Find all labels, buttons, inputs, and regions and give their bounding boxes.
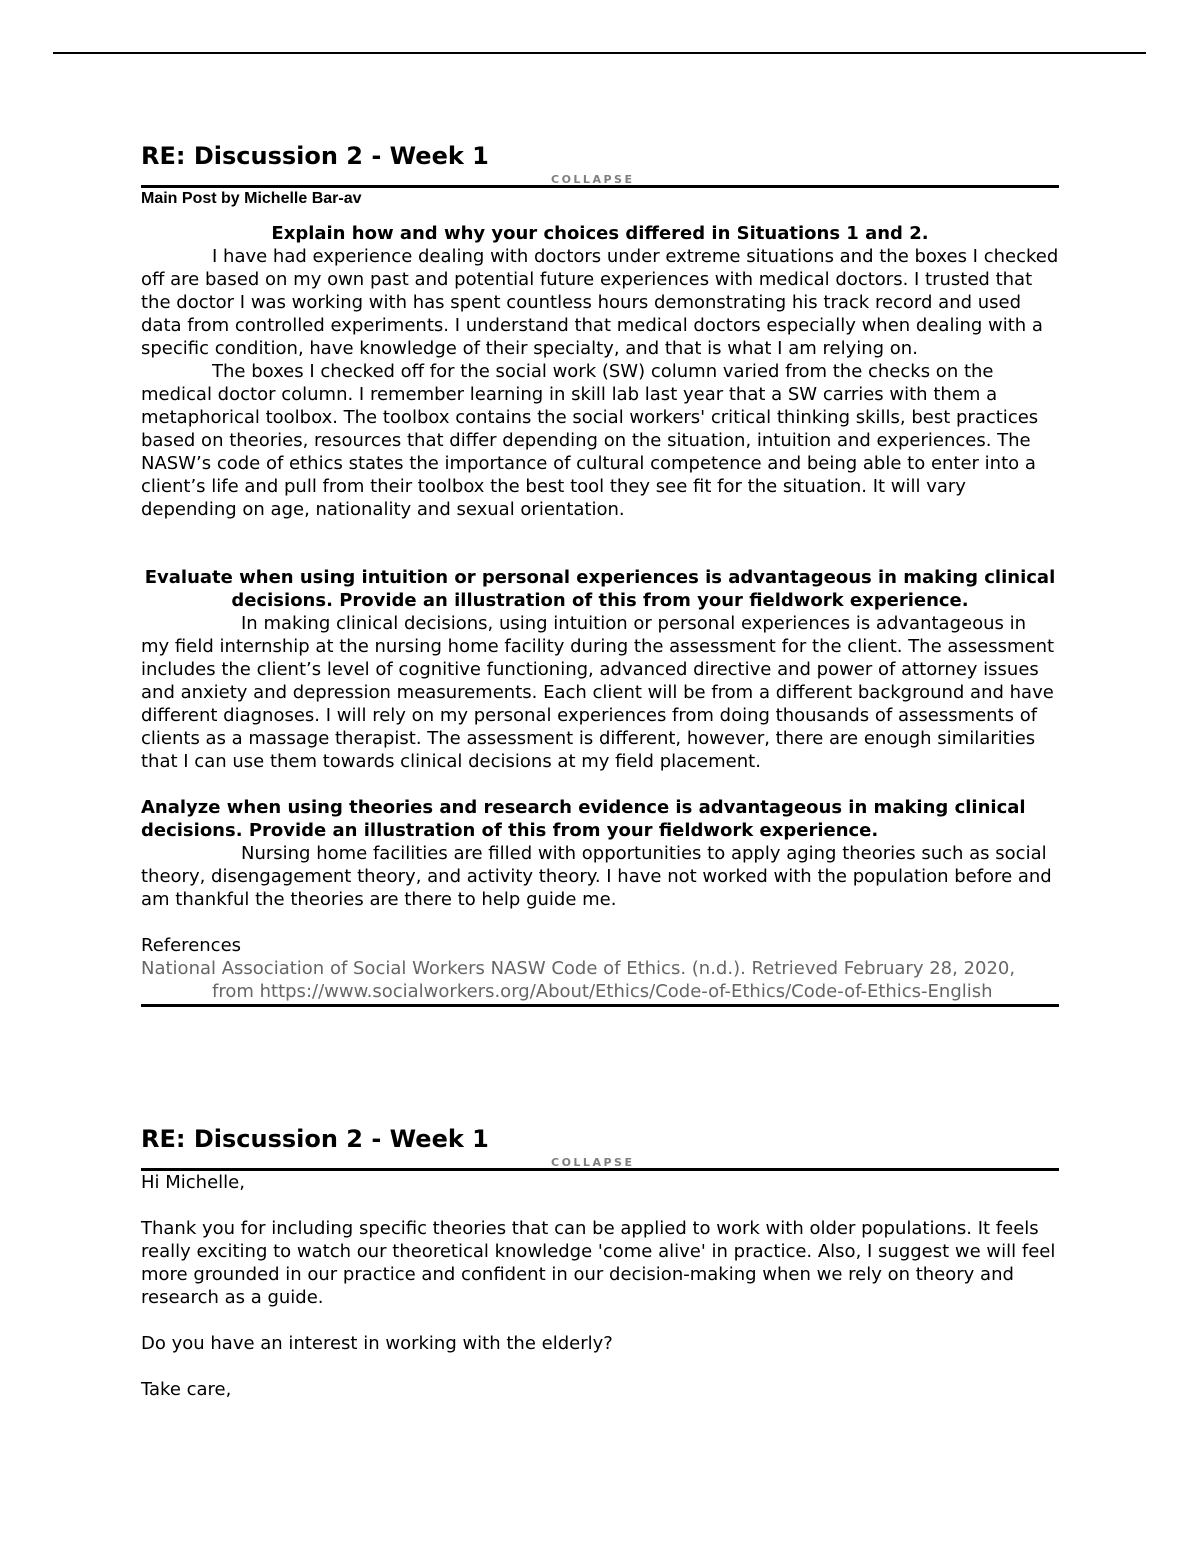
- body-paragraph: I have had experience dealing with doctors under extreme situations and the boxes I checked off are based on my own past and potential future experiences with medical doctors. I trusted that the doctor I was working with has spent countless hours demonstrating his track record and used data from controlled experiments. I understand that medical doctors especially when dealing with a specific condition, have knowledge of their specialty, and that is what I am relying on.: [141, 246, 1059, 359]
- collapse-link[interactable]: COLLAPSE: [551, 173, 635, 186]
- page-top-rule: [53, 52, 1146, 54]
- collapse-link[interactable]: COLLAPSE: [551, 1156, 635, 1169]
- question-heading: Explain how and why your choices differed in Situations 1 and 2.: [271, 223, 929, 244]
- reply-paragraph: Thank you for including specific theories that can be applied to work with older populations. It feels really exciting to watch our theoretical knowledge 'come alive' in practice. Also, I suggest we will feel more grounded in our practice and confident in our decision-making when we rely on theory and research as a guide.: [141, 1218, 1056, 1308]
- reply-post: [141, 1124, 1059, 1401]
- main-post: [141, 141, 1059, 1007]
- references-label: References: [141, 935, 242, 956]
- question-heading: Evaluate when using intuition or personal experiences is advantageous in making clinical decisions. Provide an illustration of this from your fieldwork experience.: [144, 567, 1056, 611]
- post-author: Main Post by Michelle Bar-av: [141, 190, 362, 207]
- body-paragraph: In making clinical decisions, using intuition or personal experiences is advantageous in my field internship at the nursing home facility during the assessment for the client. The assessment includes the client’s level of cognitive functioning, advanced directive and power of attorney issues and anxiety and depression measurements. Each client will be from a different background and have different diagnoses. I will rely on my personal experiences from doing thousands of assessments of clients as a massage therapist. The assessment is different, however, there are enough similarities that I can use them towards clinical decisions at my field placement.: [141, 613, 1055, 772]
- post-title: RE: Discussion 2 - Week 1: [141, 1125, 489, 1153]
- reference-entry: National Association of Social Workers NASW Code of Ethics. (n.d.). Retrieved February 28, 2020, from https://www.socialworkers.org/About/Ethics/Code-of-Ethics/Code-of-Ethics-English: [141, 958, 1016, 1002]
- post-end-rule: [141, 1004, 1059, 1007]
- reply-paragraph: Do you have an interest in working with the elderly?: [141, 1333, 613, 1354]
- question-heading: Analyze when using theories and research evidence is advantageous in making clinical decisions. Provide an illustration of this from your fieldwork experience.: [141, 797, 1026, 841]
- post-title: RE: Discussion 2 - Week 1: [141, 142, 489, 170]
- reply-greeting: Hi Michelle,: [141, 1172, 245, 1193]
- body-paragraph: The boxes I checked off for the social work (SW) column varied from the checks on the medical doctor column. I remember learning in skill lab last year that a SW carries with them a metaphorical toolbox. The toolbox contains the social workers' critical thinking skills, best practices based on theories, resources that differ depending on the situation, intuition and experiences. The NASW’s code of ethics states the importance of cultural competence and being able to enter into a client’s life and pull from their toolbox the best tool they see fit for the situation. It will vary depending on age, nationality and sexual orientation.: [141, 361, 1039, 520]
- reply-signoff: Take care,: [141, 1379, 232, 1400]
- body-paragraph: Nursing home facilities are filled with opportunities to apply aging theories such as social theory, disengagement theory, and activity theory. I have not worked with the population before and am thankful the theories are there to help guide me.: [141, 843, 1052, 910]
